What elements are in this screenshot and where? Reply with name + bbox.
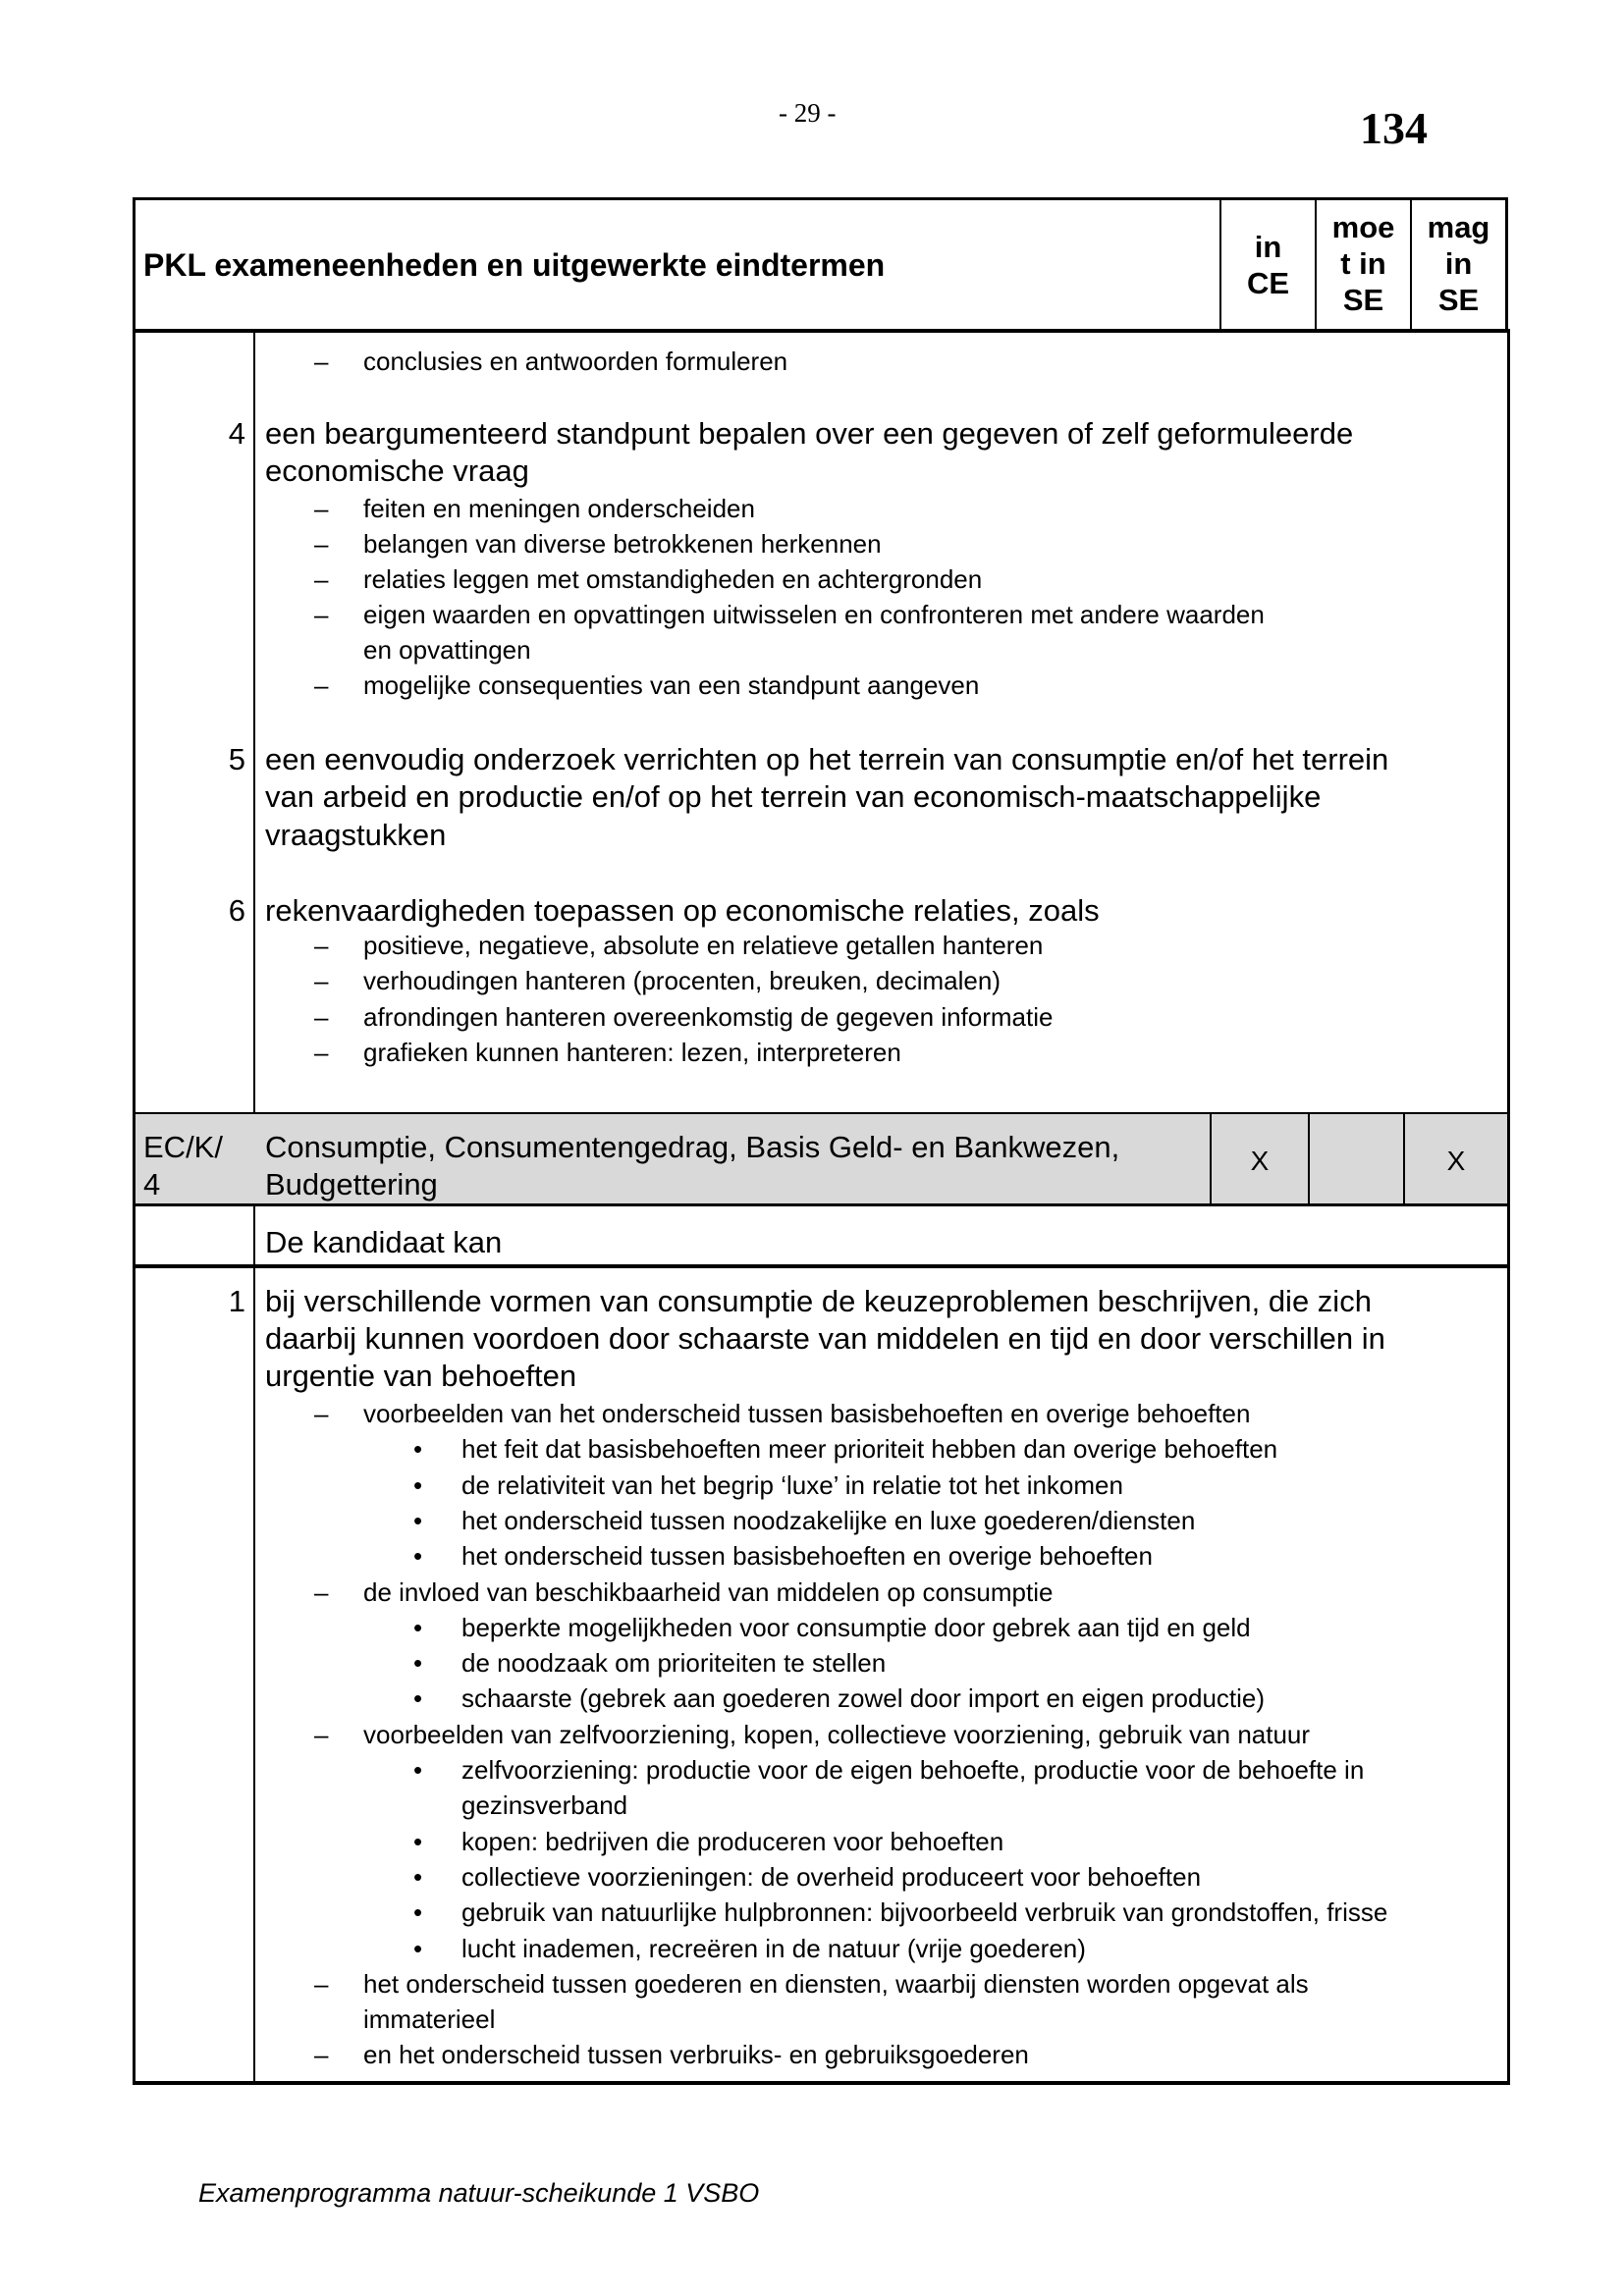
item-number: 5 <box>228 742 245 776</box>
dash-icon: – <box>314 1038 329 1067</box>
subitem-text: voorbeelden van het onderscheid tussen basisbehoeften en overige behoeften <box>363 1399 1251 1428</box>
bullet-item-text: collectieve voorzieningen: de overheid produceert voor behoeften <box>461 1862 1202 1892</box>
unit-title-line: Consumptie, Consumentengedrag, Basis Geld- en Bankwezen, <box>265 1130 1120 1164</box>
bullet-icon: • <box>413 1683 423 1713</box>
bullet-item-text: gebruik van natuurlijke hulpbronnen: bijvoorbeeld verbruik van grondstoffen, frisse <box>461 1897 1388 1927</box>
bullet-item-text: zelfvoorziening: productie voor de eigen behoefte, productie voor de behoefte in <box>461 1755 1365 1785</box>
item-title-line: daarbij kunnen voordoen door schaarste van middelen en tijd en door verschillen in <box>265 1321 1385 1356</box>
item-number: 1 <box>228 1284 245 1318</box>
dash-icon: – <box>314 1002 329 1032</box>
subitem-text: grafieken kunnen hanteren: lezen, interpreteren <box>363 1038 901 1067</box>
header-col-mag-in-se: mag in SE <box>1427 210 1490 317</box>
table-top-border <box>133 197 1508 200</box>
subitem-text: het onderscheid tussen goederen en diensten, waarbij diensten worden opgevat als <box>363 1969 1309 1999</box>
dash-icon: – <box>314 2040 329 2069</box>
bullet-icon: • <box>413 1541 423 1571</box>
bullet-item-text: schaarste (gebrek aan goederen zowel door import en eigen productie) <box>461 1683 1266 1713</box>
subitem-text: belangen van diverse betrokkenen herkennen <box>363 529 882 559</box>
item-title-line: vraagstukken <box>265 818 447 852</box>
subitem-text: feiten en meningen onderscheiden <box>363 494 755 523</box>
in-ce-mark: X <box>1250 1146 1270 1176</box>
bullet-icon: • <box>413 1648 423 1678</box>
bullet-icon: • <box>413 1755 423 1785</box>
dash-icon: – <box>314 529 329 559</box>
table-header-title: PKL exameneenheden en uitgewerkte eindtermen <box>143 247 886 283</box>
subitem-text: de invloed van beschikbaarheid van middelen op consumptie <box>363 1577 1054 1607</box>
unit-row-bottom-border <box>133 1203 1510 1206</box>
item-title-line: rekenvaardigheden toepassen op economische relaties, zoals <box>265 893 1100 928</box>
item-title-line: een beargumenteerd standpunt bepalen over een gegeven of zelf geformuleerde <box>265 416 1354 451</box>
bullet-item-text: de noodzaak om prioriteiten te stellen <box>461 1648 887 1678</box>
item-number: 4 <box>228 416 245 451</box>
unit-intro: De kandidaat kan <box>265 1225 503 1259</box>
bullet-icon: • <box>413 1506 423 1535</box>
unit-code-line: 4 <box>143 1167 161 1201</box>
dash-icon: – <box>314 1577 329 1607</box>
dash-icon: – <box>314 966 329 995</box>
page-footer: Examenprogramma natuur-scheikunde 1 VSBO <box>198 2178 760 2208</box>
item-title-line: economische vraag <box>265 454 529 488</box>
header-bottom-border <box>133 329 1510 333</box>
table-bottom-border <box>133 2081 1510 2085</box>
dash-icon: – <box>314 1720 329 1749</box>
dash-icon: – <box>314 600 329 629</box>
dash-icon: – <box>314 494 329 523</box>
number-col-separator <box>253 331 255 2084</box>
bullet-icon: • <box>413 1862 423 1892</box>
bullet-item-text: gezinsverband <box>461 1790 628 1820</box>
intro-row-bottom-border <box>133 1264 1510 1268</box>
unit-title-line: Budgettering <box>265 1167 438 1201</box>
dash-icon: – <box>314 1969 329 1999</box>
mag-in-se-mark: X <box>1446 1146 1466 1176</box>
subitem-text: verhoudingen hanteren (procenten, breuken, decimalen) <box>363 966 1001 995</box>
document-number: 134 <box>1360 103 1428 153</box>
subitem-text: positieve, negatieve, absolute en relatieve getallen hanteren <box>363 931 1044 960</box>
subitem-text: eigen waarden en opvattingen uitwisselen en confronteren met andere waarden <box>363 600 1265 629</box>
subitem-text: conclusies en antwoorden formuleren <box>363 347 788 376</box>
dash-icon: – <box>314 931 329 960</box>
item-title-line: een eenvoudig onderzoek verrichten op het terrein van consumptie en/of het terrein <box>265 742 1389 776</box>
unit-row-top-border <box>133 1112 1510 1114</box>
subitem-text-continued: en opvattingen <box>363 635 531 665</box>
subitem-text: afrondingen hanteren overeenkomstig de gegeven informatie <box>363 1002 1054 1032</box>
subitem-text: relaties leggen met omstandigheden en achtergronden <box>363 564 983 594</box>
bullet-icon: • <box>413 1827 423 1856</box>
page-marker: - 29 - <box>779 98 837 128</box>
header-col-in-ce: in CE <box>1246 230 1290 300</box>
body-right-border <box>1507 331 1510 2084</box>
dash-icon: – <box>314 670 329 700</box>
item-title-line: urgentie van behoeften <box>265 1359 577 1393</box>
bullet-icon: • <box>413 1434 423 1464</box>
unit-code-line: EC/K/ <box>143 1130 223 1164</box>
item-title-line: bij verschillende vormen van consumptie de keuzeproblemen beschrijven, die zich <box>265 1284 1372 1318</box>
bullet-icon: • <box>413 1470 423 1500</box>
bullet-icon: • <box>413 1613 423 1642</box>
subitem-text: immaterieel <box>363 2004 496 2034</box>
unit-col-sep-2 <box>1308 1114 1310 1204</box>
bullet-item-text: het onderscheid tussen basisbehoeften en overige behoeften <box>461 1541 1153 1571</box>
bullet-item-text: lucht inademen, recreëren in de natuur (vrije goederen) <box>461 1934 1086 1963</box>
subitem-text: voorbeelden van zelfvoorziening, kopen, collectieve voorziening, gebruik van natuur <box>363 1720 1311 1749</box>
subitem-text: en het onderscheid tussen verbruiks- en gebruiksgoederen <box>363 2040 1029 2069</box>
bullet-item-text: het feit dat basisbehoeften meer prioriteit hebben dan overige behoeften <box>461 1434 1278 1464</box>
dash-icon: – <box>314 347 329 376</box>
dash-icon: – <box>314 1399 329 1428</box>
item-title-line: van arbeid en productie en/of op het terrein van economisch-maatschappelijke <box>265 779 1322 814</box>
bullet-item-text: het onderscheid tussen noodzakelijke en luxe goederen/diensten <box>461 1506 1196 1535</box>
header-right-border <box>1505 197 1508 331</box>
dash-icon: – <box>314 564 329 594</box>
bullet-item-text: beperkte mogelijkheden voor consumptie door gebrek aan tijd en geld <box>461 1613 1251 1642</box>
bullet-item-text: de relativiteit van het begrip ‘luxe’ in relatie tot het inkomen <box>461 1470 1123 1500</box>
bullet-icon: • <box>413 1934 423 1963</box>
subitem-text: mogelijke consequenties van een standpunt aangeven <box>363 670 980 700</box>
header-col-moet-in-se: moe t in SE <box>1331 210 1395 317</box>
item-number: 6 <box>228 893 245 928</box>
bullet-icon: • <box>413 1897 423 1927</box>
bullet-item-text: kopen: bedrijven die produceren voor behoeften <box>461 1827 1004 1856</box>
